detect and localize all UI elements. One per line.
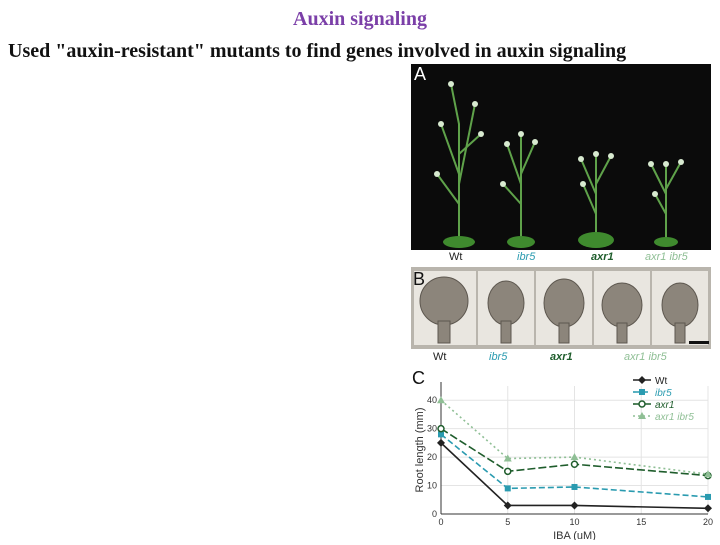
leaf-label-ibr5: ibr5 (489, 351, 508, 363)
y-tick-label: 10 (426, 480, 437, 491)
y-tick-label: 0 (431, 509, 437, 519)
x-tick-label: 10 (569, 517, 580, 527)
leaf-label-axr1-ibr5: axr1 ibr5 (624, 351, 667, 363)
data-point-series-1 (705, 494, 711, 500)
y-tick-label: 20 (426, 452, 437, 463)
data-point-series-1 (505, 485, 511, 491)
panel-b-genotype-labels (411, 349, 711, 365)
panel-c-letter: C (412, 368, 425, 388)
data-point-series-2 (438, 426, 444, 432)
leaves-illustration (411, 267, 711, 349)
x-tick-label: 20 (702, 517, 714, 527)
line-chart (411, 366, 716, 540)
legend-label-1: ibr5 (655, 388, 672, 399)
panel-a-plants-photo (411, 64, 711, 250)
panel-b-leaves-photo (411, 267, 711, 349)
y-tick-label: 30 (426, 423, 437, 434)
leaf-label-axr1: axr1 (550, 351, 573, 363)
x-tick-label: 15 (636, 517, 647, 527)
plant-label-ibr5: ibr5 (517, 251, 536, 263)
data-point-series-2 (505, 468, 511, 474)
panel-c-root-length-chart (411, 366, 716, 540)
x-axis-label: IBA (uM) (553, 530, 596, 540)
panel-a-genotype-labels (411, 250, 711, 266)
data-point-series-0 (704, 504, 712, 512)
data-point-series-1 (572, 484, 578, 490)
plants-illustration (411, 64, 711, 250)
x-tick-label: 0 (438, 517, 444, 527)
data-point-series-2 (572, 461, 578, 467)
plant-label-axr1-ibr5: axr1 ibr5 (645, 251, 688, 263)
plant-label-axr1: axr1 (591, 251, 614, 263)
legend-marker-2 (639, 401, 645, 407)
slide-title: Auxin signaling (293, 8, 427, 30)
legend-label-2: axr1 (655, 400, 675, 411)
data-point-series-0 (571, 501, 579, 509)
slide-subtitle: Used "auxin-resistant" mutants to find genes involved in auxin signaling (8, 40, 627, 62)
legend-label-3: axr1 ibr5 (655, 412, 694, 423)
panel-a-letter: A (414, 64, 427, 84)
y-tick-label: 40 (426, 395, 437, 406)
legend-label-0: Wt (655, 376, 668, 387)
legend-marker-0 (638, 376, 646, 384)
legend-marker-1 (639, 389, 645, 395)
plant-label-wt: Wt (449, 251, 463, 263)
y-axis-label: Root length (mm) (414, 407, 426, 493)
panel-b-letter: B (413, 269, 426, 289)
x-tick-label: 5 (505, 517, 511, 527)
leaf-label-wt: Wt (433, 351, 447, 363)
